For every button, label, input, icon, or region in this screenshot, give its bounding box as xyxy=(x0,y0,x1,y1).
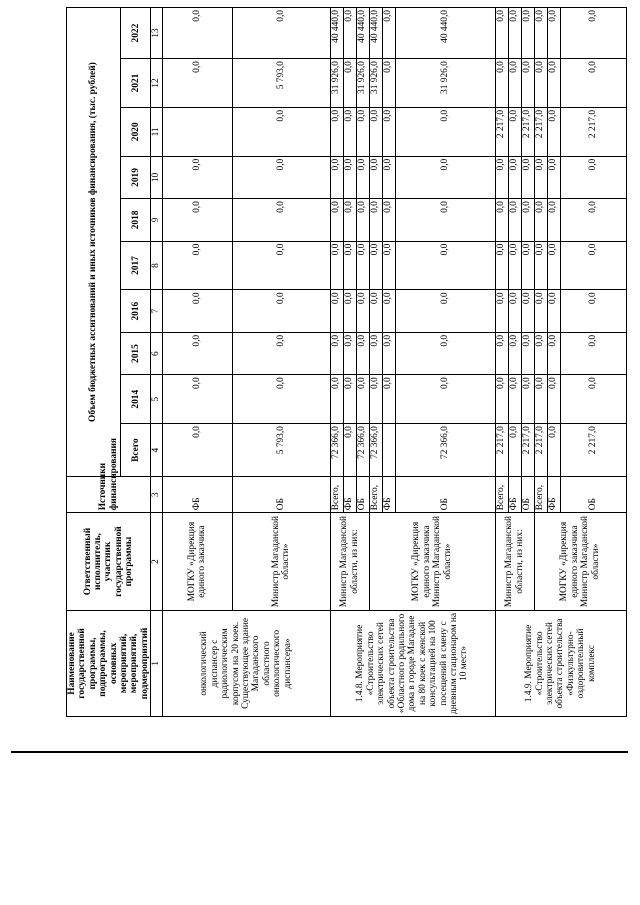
value-cell: 0,0 xyxy=(521,375,534,424)
value-cell: 0,0 xyxy=(560,290,626,332)
program-name: 1.4.9. Мероприятие «Строительство электрических сетей объекта строительства «Физкультурно-оздоровительный комплекс xyxy=(495,610,626,716)
value-cell: 0,0 xyxy=(560,241,626,290)
value-cell: 0,0 xyxy=(369,241,382,290)
value-cell: 0,0 xyxy=(495,199,508,241)
value-cell: 0,0 xyxy=(508,156,521,198)
value-cell: 0,0 xyxy=(356,290,369,332)
source-cell: ОБ xyxy=(521,477,534,513)
value-cell: 0,0 xyxy=(395,156,495,198)
value-cell: 0,0 xyxy=(369,199,382,241)
value-cell: 0,0 xyxy=(162,290,232,332)
value-cell: 0,0 xyxy=(382,332,395,374)
value-cell: 0,0 xyxy=(382,8,395,59)
value-cell: 0,0 xyxy=(330,107,343,156)
executor-cell: МОГКУ «Дирекция единого заказчика Министр Магаданской области» xyxy=(534,513,626,611)
year-header: 2020 xyxy=(121,107,151,156)
value-cell: 0,0 xyxy=(330,375,343,424)
value-cell: 0,0 xyxy=(356,107,369,156)
value-cell: 0,0 xyxy=(162,59,232,108)
value-cell: 0,0 xyxy=(547,107,560,156)
column-number: 11 xyxy=(151,107,162,156)
value-cell: 0,0 xyxy=(534,199,547,241)
value-cell: 0,0 xyxy=(330,156,343,198)
value-cell: 0,0 xyxy=(547,241,560,290)
executor-cell: МОГКУ «Дирекция единого заказчика xyxy=(162,513,232,611)
value-cell: 0,0 xyxy=(521,8,534,59)
value-cell: 40 440,0 xyxy=(330,8,343,59)
table-row xyxy=(232,8,330,717)
value-cell: 0,0 xyxy=(356,241,369,290)
value-cell: 72 366,0 xyxy=(369,424,382,477)
value-cell: 0,0 xyxy=(508,332,521,374)
value-cell: 0,0 xyxy=(356,332,369,374)
value-cell: 0,0 xyxy=(521,290,534,332)
value-cell: 2 217,0 xyxy=(521,107,534,156)
value-cell: 0,0 xyxy=(382,241,395,290)
source-cell: Всего, xyxy=(369,477,382,513)
column-number: 3 xyxy=(151,477,162,513)
executor-cell: Министр Магаданской области» xyxy=(232,513,330,611)
source-cell: ФБ xyxy=(508,477,521,513)
header-name: Наименование государственной программы, подпрограммы, основных мероприятий, мероприятий, подмероприятий xyxy=(67,610,151,716)
value-cell: 0,0 xyxy=(495,241,508,290)
value-cell: 31 926,0 xyxy=(395,59,495,108)
value-cell: 0,0 xyxy=(162,424,232,477)
value-cell: 0,0 xyxy=(382,290,395,332)
value-cell: 0,0 xyxy=(343,199,356,241)
value-cell: 0,0 xyxy=(232,8,330,59)
value-cell: 0,0 xyxy=(330,332,343,374)
value-cell: 0,0 xyxy=(330,241,343,290)
value-cell: 0,0 xyxy=(521,332,534,374)
value-cell xyxy=(162,107,232,156)
value-cell: 2 217,0 xyxy=(534,424,547,477)
value-cell: 0,0 xyxy=(356,199,369,241)
value-cell: 0,0 xyxy=(343,59,356,108)
value-cell: 0,0 xyxy=(547,199,560,241)
value-cell: 0,0 xyxy=(232,375,330,424)
value-cell: 0,0 xyxy=(395,199,495,241)
value-cell: 0,0 xyxy=(369,332,382,374)
value-cell: 31 926,0 xyxy=(356,59,369,108)
value-cell: 0,0 xyxy=(508,290,521,332)
value-cell xyxy=(382,424,395,477)
value-cell: 0,0 xyxy=(330,290,343,332)
value-cell: 0,0 xyxy=(560,332,626,374)
value-cell: 0,0 xyxy=(356,375,369,424)
column-number: 2 xyxy=(151,513,162,611)
value-cell: 0,0 xyxy=(395,332,495,374)
value-cell: 0,0 xyxy=(369,290,382,332)
value-cell: 0,0 xyxy=(495,8,508,59)
value-cell: 0,0 xyxy=(508,199,521,241)
rotated-page xyxy=(66,7,628,717)
value-cell: 0,0 xyxy=(534,375,547,424)
value-cell: 2 217,0 xyxy=(495,107,508,156)
table-row xyxy=(369,8,382,717)
value-cell: 0,0 xyxy=(495,290,508,332)
value-cell: 0,0 xyxy=(521,59,534,108)
value-cell: 0,0 xyxy=(508,107,521,156)
value-cell: 0,0 xyxy=(508,59,521,108)
source-cell: ФБ xyxy=(162,477,232,513)
value-cell: 5 793,0 xyxy=(232,424,330,477)
source-cell: Всего, xyxy=(534,477,547,513)
value-cell: 0,0 xyxy=(162,332,232,374)
value-cell: 0,0 xyxy=(560,199,626,241)
value-cell: 0,0 xyxy=(162,156,232,198)
value-cell: 31 926,0 xyxy=(369,59,382,108)
column-number: 7 xyxy=(151,290,162,332)
column-number: 10 xyxy=(151,156,162,198)
value-cell: 0,0 xyxy=(508,375,521,424)
year-header: 2015 xyxy=(121,332,151,374)
value-cell: 40 440,0 xyxy=(369,8,382,59)
value-cell: 0,0 xyxy=(369,107,382,156)
value-cell: 0,0 xyxy=(343,107,356,156)
source-cell: ОБ xyxy=(232,477,330,513)
value-cell: 0,0 xyxy=(343,424,356,477)
value-cell: 2 217,0 xyxy=(560,107,626,156)
column-number: 1 xyxy=(151,610,162,716)
value-cell: 40 440,0 xyxy=(356,8,369,59)
value-cell: 0,0 xyxy=(343,8,356,59)
value-cell: 0,0 xyxy=(508,241,521,290)
value-cell: 40 440,0 xyxy=(395,8,495,59)
value-cell: 0,0 xyxy=(382,199,395,241)
value-cell: 0,0 xyxy=(232,290,330,332)
value-cell: 0,0 xyxy=(162,375,232,424)
source-cell: ФБ xyxy=(343,477,356,513)
value-cell: 0,0 xyxy=(395,241,495,290)
value-cell: 0,0 xyxy=(343,375,356,424)
value-cell: 0,0 xyxy=(560,8,626,59)
column-number: 9 xyxy=(151,199,162,241)
year-header: 2021 xyxy=(121,59,151,108)
value-cell: 0,0 xyxy=(560,375,626,424)
value-cell: 72 366,0 xyxy=(356,424,369,477)
source-cell: ОБ xyxy=(395,477,495,513)
value-cell: 0,0 xyxy=(382,107,395,156)
year-header: 2016 xyxy=(121,290,151,332)
value-cell: 0,0 xyxy=(343,241,356,290)
table-row xyxy=(534,8,547,717)
value-cell: 0,0 xyxy=(343,332,356,374)
value-cell: 0,0 xyxy=(162,199,232,241)
value-cell: 0,0 xyxy=(547,424,560,477)
value-cell: 0,0 xyxy=(495,156,508,198)
executor-cell: Министр Магаданской области, из них: xyxy=(495,513,534,611)
column-number: 13 xyxy=(151,8,162,59)
value-cell: 0,0 xyxy=(343,290,356,332)
value-cell: 2 217,0 xyxy=(560,424,626,477)
header-executor: Ответственный исполнитель, участник государственной программы xyxy=(67,513,151,611)
source-cell: ФБ xyxy=(382,477,395,513)
value-cell: 0,0 xyxy=(162,8,232,59)
year-header: 2014 xyxy=(121,375,151,424)
value-cell: 0,0 xyxy=(560,59,626,108)
value-cell: 31 926,0 xyxy=(330,59,343,108)
value-cell: 0,0 xyxy=(162,241,232,290)
value-cell: 2 217,0 xyxy=(534,107,547,156)
program-name: онкологический диспансер с радиологическим корпусом на 20 коек. Существующее здание Магаданского областного онкологического диспансера» xyxy=(162,610,330,716)
value-cell: 0,0 xyxy=(560,156,626,198)
header-funding: Объем бюджетных ассигнований и иных источников финансирования, (тыс. рублей) xyxy=(67,8,121,477)
table-row xyxy=(330,8,343,717)
table-row xyxy=(495,8,508,717)
year-header: 2018 xyxy=(121,199,151,241)
header-source: Источники финансирования xyxy=(67,477,151,513)
value-cell: 0,0 xyxy=(521,199,534,241)
column-number: 5 xyxy=(151,375,162,424)
value-cell: 0,0 xyxy=(232,107,330,156)
value-cell: 0,0 xyxy=(534,290,547,332)
value-cell: 0,0 xyxy=(547,156,560,198)
value-cell: 0,0 xyxy=(534,8,547,59)
executor-cell: Министр Магаданской области, из них: xyxy=(330,513,369,611)
year-header: 2022 xyxy=(121,8,151,59)
column-number: 4 xyxy=(151,424,162,477)
value-cell: 5 793,0 xyxy=(232,59,330,108)
value-cell: 2 217,0 xyxy=(521,424,534,477)
value-cell: 0,0 xyxy=(495,375,508,424)
value-cell: 0,0 xyxy=(369,375,382,424)
value-cell: 0,0 xyxy=(547,290,560,332)
source-cell: Всего, xyxy=(330,477,343,513)
value-cell: 72 366,0 xyxy=(395,424,495,477)
value-cell: 0,0 xyxy=(232,332,330,374)
value-cell: 0,0 xyxy=(534,156,547,198)
source-cell: ОБ xyxy=(356,477,369,513)
value-cell: 0,0 xyxy=(521,156,534,198)
value-cell: 72 366,0 xyxy=(330,424,343,477)
value-cell: 0,0 xyxy=(395,107,495,156)
table-row xyxy=(162,8,232,717)
value-cell: 2 217,0 xyxy=(495,424,508,477)
value-cell: 0,0 xyxy=(232,199,330,241)
year-header: 2017 xyxy=(121,241,151,290)
funding-table xyxy=(66,7,627,717)
value-cell: 0,0 xyxy=(382,156,395,198)
source-cell: Всего, xyxy=(495,477,508,513)
value-cell: 0,0 xyxy=(547,375,560,424)
source-cell: ОБ xyxy=(560,477,626,513)
value-cell: 0,0 xyxy=(232,156,330,198)
value-cell: 0,0 xyxy=(382,375,395,424)
column-number: 8 xyxy=(151,241,162,290)
value-cell: 0,0 xyxy=(547,8,560,59)
program-name: 1.4.8. Мероприятие «Строительство электрических сетей объекта строительства «Областного родильного дома в городе Магадане на 80 коек с женской консультацией на 100 посещений в смену с дневным стационаром на 10 мест» xyxy=(330,610,495,716)
column-number: 12 xyxy=(151,59,162,108)
value-cell: 0,0 xyxy=(382,59,395,108)
value-cell: 0,0 xyxy=(395,375,495,424)
value-cell: 0,0 xyxy=(330,199,343,241)
value-cell: 0,0 xyxy=(495,332,508,374)
value-cell: 0,0 xyxy=(356,156,369,198)
source-cell: ФБ xyxy=(547,477,560,513)
value-cell: 0,0 xyxy=(534,332,547,374)
value-cell: 0,0 xyxy=(369,156,382,198)
value-cell: 0,0 xyxy=(534,59,547,108)
value-cell: 0,0 xyxy=(343,156,356,198)
value-cell: 0,0 xyxy=(395,290,495,332)
year-header: 2019 xyxy=(121,156,151,198)
value-cell: 0,0 xyxy=(521,241,534,290)
value-cell: 0,0 xyxy=(547,332,560,374)
value-cell: 0,0 xyxy=(508,8,521,59)
value-cell: 0,0 xyxy=(508,424,521,477)
executor-cell: МОГКУ «Дирекция единого заказчика Министр Магаданской области» xyxy=(369,513,495,611)
year-header: Всего xyxy=(121,424,151,477)
value-cell: 0,0 xyxy=(534,241,547,290)
value-cell: 0,0 xyxy=(547,59,560,108)
column-number: 6 xyxy=(151,332,162,374)
value-cell: 0,0 xyxy=(495,59,508,108)
separator-line xyxy=(11,751,628,753)
value-cell: 0,0 xyxy=(232,241,330,290)
